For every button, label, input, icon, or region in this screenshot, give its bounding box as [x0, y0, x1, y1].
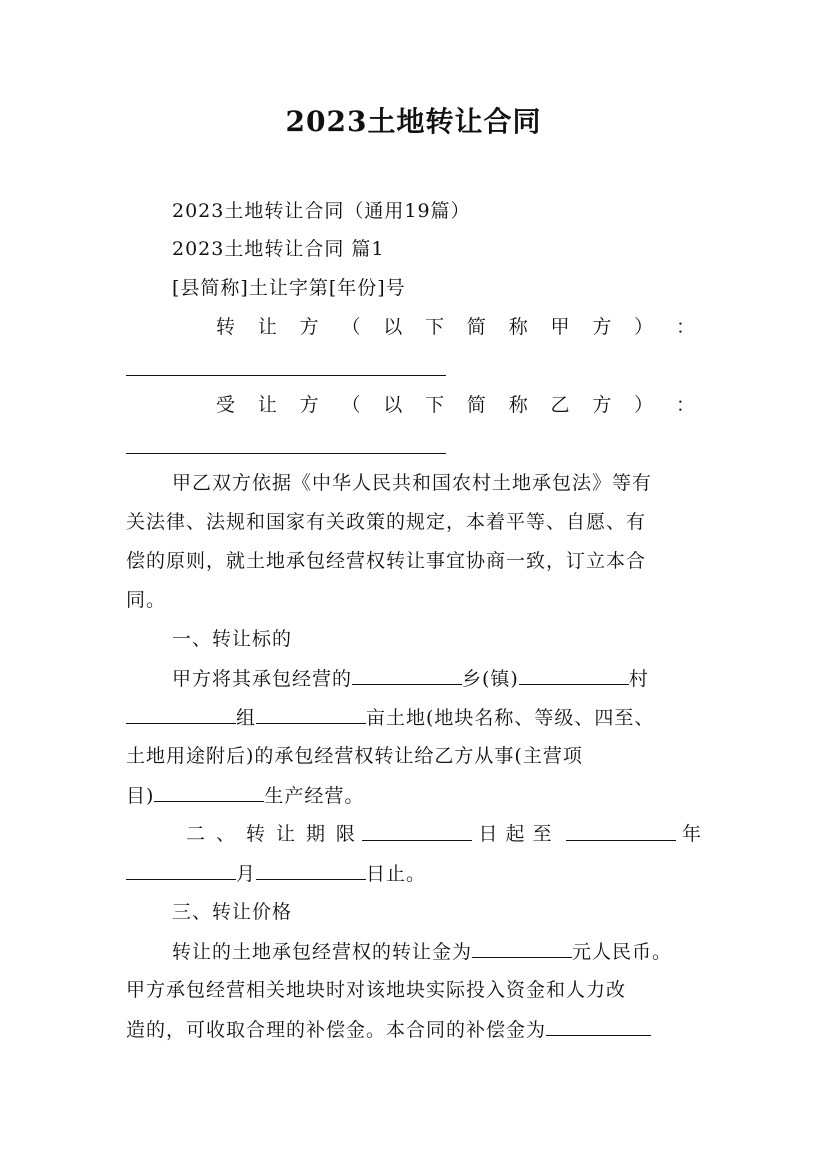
section3-text-c: 造的，可收取合理的补偿金。本合同的补偿金为: [126, 1019, 547, 1041]
transferor-label: [216, 313, 696, 341]
section2-heading: [186, 820, 356, 848]
section1-text-g: 生产经营。: [264, 785, 365, 807]
section2-heading-char: 、: [215, 823, 236, 845]
article-line: 2023土地转让合同 篇1: [172, 238, 385, 260]
section2-heading-char: 让: [275, 823, 296, 845]
section2-heading-char: 转: [245, 823, 266, 845]
transferee-char: 简: [466, 394, 487, 416]
document-title: 2023土地转让合同: [285, 105, 542, 138]
section3-text-a: 转让的土地承包经营权的转让金为: [172, 941, 473, 963]
collection-line: 2023土地转让合同（通用19篇）: [172, 200, 471, 222]
transferor-char: 方: [299, 316, 320, 338]
transferee-blank: [126, 453, 446, 454]
preamble-line-1: 甲乙双方依据《中华人民共和国农村土地承包法》等有: [172, 472, 653, 494]
transferee-char: ：: [675, 394, 696, 416]
transferor-blank: [126, 375, 446, 376]
section3-line-3: [126, 1015, 702, 1044]
transferor-char: 以: [383, 316, 404, 338]
section2-from: 日起至: [478, 823, 560, 845]
end-month-blank: [256, 859, 366, 880]
section1-text-b: 乡(镇): [462, 668, 519, 690]
transferee-char: （: [341, 394, 362, 416]
preamble-line-2: 关法律、法规和国家有关政策的规定，本着平等、自愿、有: [126, 511, 647, 533]
transferor-char: （: [341, 316, 362, 338]
section2-heading-char: 限: [335, 823, 356, 845]
section1-line-1: [172, 664, 702, 693]
transferee-char: 下: [425, 394, 446, 416]
start-date-blank: [362, 820, 472, 841]
transferee-char: 方: [299, 394, 320, 416]
section3-text-b: 元人民币。: [572, 941, 673, 963]
transferor-char: 称: [508, 316, 529, 338]
end-year-blank: [566, 820, 676, 841]
end-year-value-blank: [126, 859, 236, 880]
preamble-line-3: 偿的原则，就土地承包经营权转让事宜协商一致，订立本合: [126, 550, 647, 572]
transferee-char: 以: [383, 394, 404, 416]
section1-text-f: 目): [126, 785, 155, 807]
section3-line-1: [172, 937, 748, 966]
transferor-char: 让: [257, 316, 278, 338]
section1-text-d: 组: [236, 707, 257, 729]
village-blank: [519, 664, 629, 685]
transferee-label: [216, 391, 696, 419]
transferee-char: 让: [257, 394, 278, 416]
contract-code: [县简称]土让字第[年份]号: [172, 277, 406, 299]
transferor-char: 下: [425, 316, 446, 338]
transferor-char: 简: [466, 316, 487, 338]
transferor-char: ：: [675, 316, 696, 338]
section1-line-4: [126, 781, 702, 810]
group-blank: [126, 703, 236, 724]
section1-line-3: 土地用途附后)的承包经营权转让给乙方从事(主营项: [126, 745, 583, 767]
section1-text-a: 甲方将其承包经营的: [172, 668, 353, 690]
section2-month: 月: [236, 863, 257, 885]
preamble-line-4: 同。: [126, 589, 167, 611]
area-blank: [256, 703, 366, 724]
compensation-blank: [546, 1015, 651, 1036]
section2-end: 日止。: [366, 863, 427, 885]
section2-line-2: [126, 859, 702, 888]
section2-line-1: [186, 820, 702, 848]
section2-heading-char: 二: [186, 823, 207, 845]
section3-line-2: 甲方承包经营相关地块时对该地块实际投入资金和人力改: [126, 979, 627, 1001]
section1-line-2: [126, 703, 702, 732]
project-blank: [154, 781, 264, 802]
section1-text-c: 村: [628, 668, 649, 690]
section2-heading-char: 期: [305, 823, 326, 845]
transferee-char: 受: [216, 394, 237, 416]
section1-heading: 一、转让标的: [172, 628, 293, 650]
transferor-char: ）: [634, 316, 655, 338]
transferor-char: 转: [216, 316, 237, 338]
transferee-char: ）: [634, 394, 655, 416]
section2-year: 年: [681, 823, 702, 845]
section3-heading: 三、转让价格: [172, 901, 293, 923]
transferee-char: 称: [508, 394, 529, 416]
transferee-char: 方: [592, 394, 613, 416]
transferor-char: 方: [592, 316, 613, 338]
transferee-char: 乙: [550, 394, 571, 416]
transferor-char: 甲: [550, 316, 571, 338]
section1-text-e: 亩土地(地块名称、等级、四至、: [366, 707, 655, 729]
price-blank: [472, 937, 572, 958]
township-blank: [352, 664, 462, 685]
